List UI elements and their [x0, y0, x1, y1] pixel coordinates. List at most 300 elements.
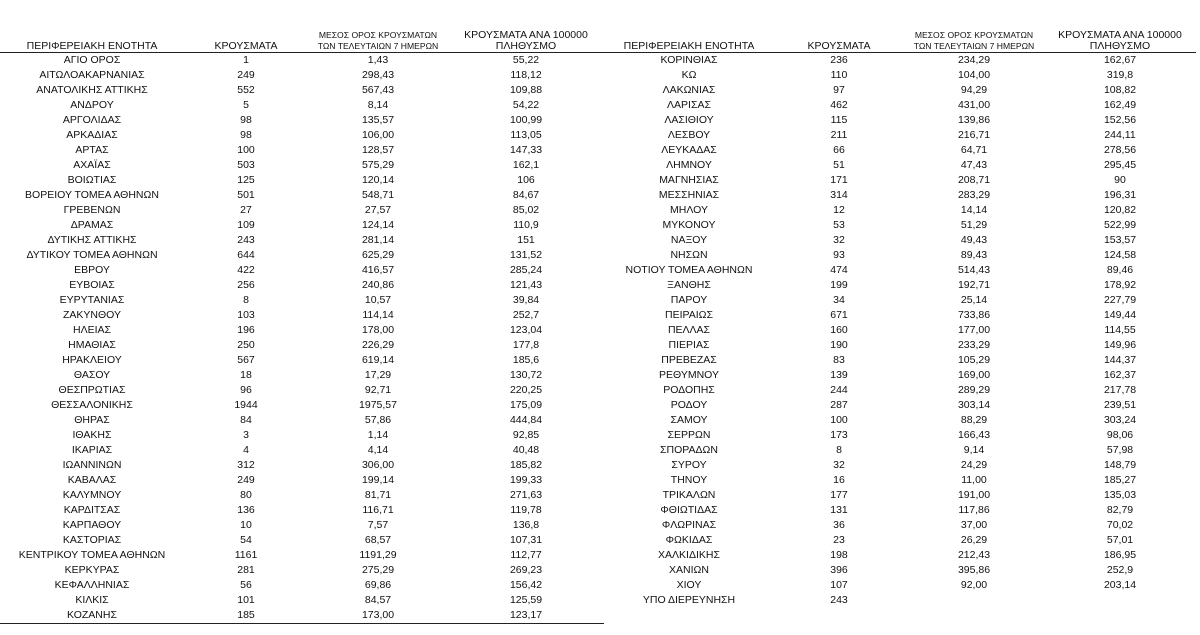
cases-cell: 18 [240, 368, 252, 381]
region-cell: ΘΕΣΣΑΛΟΝΙΚΗΣ [51, 398, 133, 411]
avg-7-days-cell: 139,86 [957, 113, 991, 126]
cases-cell: 100 [830, 413, 848, 426]
per-100k-cell: 125,59 [509, 593, 543, 606]
table-row [604, 98, 1196, 113]
cases-cell: 196 [237, 323, 255, 336]
per-100k-cell: 147,33 [509, 143, 543, 156]
table-row [0, 368, 604, 383]
region-cell: ΙΩΑΝΝΙΝΩΝ [62, 458, 122, 471]
table-row [0, 218, 604, 233]
avg-7-days-cell: 11,00 [961, 473, 987, 486]
per-100k-cell: 156,42 [509, 578, 543, 591]
region-cell: ΘΑΣΟΥ [73, 368, 111, 381]
per-100k-cell: 57,98 [1106, 443, 1134, 456]
left-table-panel [0, 0, 604, 624]
region-cell: ΕΒΡΟΥ [74, 263, 110, 276]
region-cell: ΑΡΚΑΔΙΑΣ [66, 128, 118, 141]
avg-7-days-cell: 94,29 [960, 83, 988, 96]
table-row [604, 353, 1196, 368]
avg-7-days-cell: 69,86 [364, 578, 392, 591]
region-cell: ΠΑΡΟΥ [670, 293, 708, 306]
cases-cell: 243 [830, 593, 848, 606]
cases-cell: 80 [240, 488, 252, 501]
table-row [604, 503, 1196, 518]
cases-cell: 125 [237, 173, 255, 186]
region-cell: ΚΑΣΤΟΡΙΑΣ [62, 533, 122, 546]
table-row [0, 188, 604, 203]
table-row [0, 458, 604, 473]
region-cell: ΠΕΙΡΑΙΩΣ [665, 308, 713, 321]
table-row [604, 548, 1196, 563]
per-100k-cell: 149,96 [1103, 338, 1137, 351]
per-100k-cell: 444,84 [509, 413, 543, 426]
per-100k-cell: 269,23 [509, 563, 543, 576]
per-100k-cell: 148,79 [1103, 458, 1137, 471]
table-row [604, 278, 1196, 293]
table-row [0, 143, 604, 158]
per-100k-cell: 178,92 [1103, 278, 1137, 291]
cases-cell: 83 [833, 353, 845, 366]
avg-7-days-cell: 240,86 [361, 278, 395, 291]
region-cell: ΛΑΚΩΝΙΑΣ [662, 83, 716, 96]
table-row [0, 518, 604, 533]
avg-7-days-cell: 17,29 [364, 368, 392, 381]
per-100k-cell: 120,82 [1103, 203, 1137, 216]
avg-7-days-cell: 49,43 [960, 233, 988, 246]
region-cell: ΚΕΝΤΡΙΚΟΥ ΤΟΜΕΑ ΑΘΗΝΩΝ [18, 548, 166, 561]
avg-7-days-cell: 208,71 [957, 173, 991, 186]
avg-7-days-cell: 416,57 [361, 263, 395, 276]
per-100k-cell: 271,63 [509, 488, 543, 501]
cases-cell: 100 [237, 143, 255, 156]
region-cell: ΑΙΤΩΛΟΑΚΑΡΝΑΝΙΑΣ [39, 68, 145, 81]
region-cell: ΜΕΣΣΗΝΙΑΣ [658, 188, 720, 201]
per-100k-cell: 118,12 [510, 68, 542, 81]
avg-7-days-cell: 212,43 [957, 548, 991, 561]
table-row [0, 428, 604, 443]
table-row [604, 563, 1196, 578]
table-row [604, 428, 1196, 443]
table-row [0, 503, 604, 518]
avg-7-days-cell: 178,00 [361, 323, 395, 336]
table-row [604, 143, 1196, 158]
per-100k-cell: 186,95 [1103, 548, 1137, 561]
cases-cell: 173 [830, 428, 848, 441]
header-region: ΠΕΡΙΦΕΡΕΙΑΚΗ ΕΝΟΤΗΤΑ [26, 39, 158, 52]
region-cell: ΛΕΣΒΟΥ [667, 128, 711, 141]
avg-7-days-cell: 114,14 [362, 308, 394, 321]
region-cell: ΖΑΚΥΝΘΟΥ [62, 308, 121, 321]
table-row [604, 458, 1196, 473]
table-row [604, 233, 1196, 248]
avg-7-days-cell: 281,14 [361, 233, 395, 246]
region-cell: ΛΑΡΙΣΑΣ [667, 98, 711, 111]
table-row [604, 113, 1196, 128]
region-cell: ΙΘΑΚΗΣ [72, 428, 112, 441]
avg-7-days-cell: 303,14 [957, 398, 991, 411]
table-row [0, 68, 604, 83]
region-cell: ΘΕΣΠΡΩΤΙΑΣ [58, 383, 126, 396]
table-row [604, 83, 1196, 98]
cases-cell: 54 [240, 533, 252, 546]
cases-table-right [604, 0, 1196, 608]
cases-cell: 23 [833, 533, 845, 546]
region-cell: ΔΡΑΜΑΣ [70, 218, 114, 231]
region-cell: ΣΥΡΟΥ [671, 458, 707, 471]
cases-cell: 98 [240, 128, 252, 141]
table-row [604, 473, 1196, 488]
avg-7-days-cell: 8,14 [367, 98, 389, 111]
cases-cell: 136 [237, 503, 255, 516]
region-cell: ΧΑΝΙΩΝ [669, 563, 709, 576]
table-row [0, 548, 604, 563]
per-100k-cell: 175,09 [509, 398, 543, 411]
region-cell: ΚΟΖΑΝΗΣ [67, 608, 117, 621]
cases-cell: 103 [237, 308, 255, 321]
cases-cell: 249 [237, 68, 255, 81]
avg-7-days-cell: 514,43 [957, 263, 991, 276]
cases-cell: 256 [237, 278, 255, 291]
region-cell: ΗΛΕΙΑΣ [72, 323, 111, 336]
region-cell: ΤΗΝΟΥ [670, 473, 708, 486]
table-row [0, 278, 604, 293]
cases-cell: 98 [240, 113, 252, 126]
avg-7-days-cell: 10,57 [364, 293, 392, 306]
table-row [0, 128, 604, 143]
table-row [604, 188, 1196, 203]
header-region: ΠΕΡΙΦΕΡΕΙΑΚΗ ΕΝΟΤΗΤΑ [623, 39, 755, 52]
cases-cell: 56 [240, 578, 252, 591]
cases-cell: 211 [830, 128, 848, 141]
per-100k-cell: 89,46 [1106, 263, 1134, 276]
table-row [0, 488, 604, 503]
avg-7-days-cell: 135,57 [361, 113, 395, 126]
table-row [604, 368, 1196, 383]
region-cell: ΑΡΤΑΣ [75, 143, 109, 156]
avg-7-days-cell: 81,71 [364, 488, 392, 501]
avg-7-days-cell: 57,86 [364, 413, 392, 426]
per-100k-cell: 57,01 [1106, 533, 1134, 546]
cases-cell: 1161 [234, 548, 258, 561]
cases-cell: 8 [836, 443, 842, 456]
per-100k-cell: 227,79 [1103, 293, 1137, 306]
per-100k-cell: 199,33 [509, 473, 543, 486]
cases-cell: 185 [237, 608, 255, 621]
table-row [0, 563, 604, 578]
table-row [0, 473, 604, 488]
cases-cell: 139 [830, 368, 848, 381]
region-cell: ΗΜΑΘΙΑΣ [68, 338, 116, 351]
avg-7-days-cell: 548,71 [361, 188, 395, 201]
region-cell: ΑΓΙΟ ΟΡΟΣ [63, 53, 121, 66]
cases-cell: 190 [830, 338, 848, 351]
cases-cell: 177 [830, 488, 848, 501]
table-row [0, 83, 604, 98]
per-100k-cell: 252,9 [1106, 563, 1134, 576]
per-100k-cell: 135,03 [1103, 488, 1137, 501]
region-cell: ΑΝΑΤΟΛΙΚΗΣ ΑΤΤΙΚΗΣ [36, 83, 148, 96]
cases-cell: 109 [237, 218, 255, 231]
region-cell: ΚΩ [681, 68, 697, 81]
avg-7-days-cell [904, 593, 1044, 608]
region-cell: ΝΑΞΟΥ [670, 233, 708, 246]
cases-cell: 314 [830, 188, 848, 201]
region-cell: ΒΟΡΕΙΟΥ ΤΟΜΕΑ ΑΘΗΝΩΝ [25, 188, 159, 201]
table-row [604, 443, 1196, 458]
table-row [604, 383, 1196, 398]
per-100k-cell: 153,57 [1103, 233, 1137, 246]
avg-7-days-cell: 192,71 [957, 278, 991, 291]
table-row [604, 593, 1196, 608]
avg-7-days-cell: 47,43 [960, 158, 988, 171]
cases-cell: 4 [243, 443, 249, 456]
cases-cell: 131 [830, 503, 848, 516]
avg-7-days-cell: 68,57 [364, 533, 392, 546]
region-cell: ΔΥΤΙΚΟΥ ΤΟΜΕΑ ΑΘΗΝΩΝ [26, 248, 158, 261]
cases-cell: 12 [833, 203, 845, 216]
table-row [0, 173, 604, 188]
avg-7-days-cell: 166,43 [957, 428, 991, 441]
region-cell: ΦΩΚΙΔΑΣ [665, 533, 713, 546]
per-100k-cell: 220,25 [509, 383, 543, 396]
table-row [604, 293, 1196, 308]
cases-cell: 101 [237, 593, 255, 606]
avg-7-days-cell: 567,43 [361, 83, 395, 96]
cases-cell: 644 [237, 248, 255, 261]
cases-cell: 462 [830, 98, 848, 111]
table-row [0, 158, 604, 173]
cases-cell: 474 [830, 263, 848, 276]
region-cell: ΔΥΤΙΚΗΣ ΑΤΤΙΚΗΣ [47, 233, 137, 246]
per-100k-cell: 123,17 [509, 608, 543, 621]
region-cell: ΕΥΒΟΙΑΣ [69, 278, 115, 291]
table-row [0, 98, 604, 113]
per-100k-cell: 131,52 [509, 248, 543, 261]
per-100k-cell: 39,84 [512, 293, 540, 306]
region-cell: ΕΥΡΥΤΑΝΙΑΣ [59, 293, 125, 306]
avg-7-days-cell: 64,71 [960, 143, 988, 156]
per-100k-cell: 54,22 [512, 98, 540, 111]
table-row [0, 413, 604, 428]
right-table-panel [604, 0, 1196, 608]
avg-7-days-cell: 24,29 [960, 458, 988, 471]
cases-cell: 244 [830, 383, 848, 396]
per-100k-cell: 319,8 [1106, 68, 1134, 81]
avg-7-days-cell: 298,43 [361, 68, 395, 81]
region-cell: ΒΟΙΩΤΙΑΣ [67, 173, 117, 186]
cases-cell: 115 [830, 113, 848, 126]
region-cell: ΣΑΜΟΥ [670, 413, 708, 426]
region-cell: ΤΡΙΚΑΛΩΝ [662, 488, 716, 501]
per-100k-cell: 119,78 [510, 503, 542, 516]
region-cell: ΘΗΡΑΣ [74, 413, 110, 426]
table-row [0, 443, 604, 458]
per-100k-cell [1044, 593, 1196, 608]
table-row [0, 52, 604, 68]
avg-7-days-cell: 120,14 [361, 173, 395, 186]
cases-cell: 422 [237, 263, 255, 276]
avg-7-days-cell: 1975,57 [359, 398, 397, 411]
cases-cell: 66 [833, 143, 845, 156]
cases-cell: 5 [243, 98, 249, 111]
cases-cell: 36 [833, 518, 845, 531]
cases-cell: 501 [237, 188, 255, 201]
cases-cell: 34 [833, 293, 845, 306]
cases-cell: 110 [830, 68, 848, 81]
region-cell: ΝΟΤΙΟΥ ΤΟΜΕΑ ΑΘΗΝΩΝ [625, 263, 753, 276]
table-row [604, 263, 1196, 278]
cases-cell: 3 [243, 428, 249, 441]
per-100k-cell: 185,27 [1103, 473, 1137, 486]
cases-cell: 8 [243, 293, 249, 306]
avg-7-days-cell: 117,86 [958, 503, 990, 516]
per-100k-cell: 114,55 [1104, 323, 1136, 336]
per-100k-cell: 107,31 [509, 533, 543, 546]
table-row [0, 203, 604, 218]
table-row [604, 533, 1196, 548]
per-100k-cell: 162,37 [1103, 368, 1137, 381]
region-cell: ΚΑΡΔΙΤΣΑΣ [63, 503, 121, 516]
per-100k-cell: 162,67 [1103, 53, 1137, 66]
region-cell: ΠΡΕΒΕΖΑΣ [661, 353, 717, 366]
cases-cell: 287 [830, 398, 848, 411]
avg-7-days-cell: 395,86 [957, 563, 991, 576]
per-100k-cell: 185,82 [509, 458, 543, 471]
header-row [604, 0, 1196, 52]
region-cell: ΑΧΑΪΑΣ [73, 158, 111, 171]
cases-cell: 160 [830, 323, 848, 336]
region-cell: ΧΑΛΚΙΔΙΚΗΣ [658, 548, 720, 561]
cases-cell: 249 [237, 473, 255, 486]
header-row [0, 0, 604, 52]
cases-cell: 16 [833, 473, 845, 486]
region-cell: ΜΑΓΝΗΣΙΑΣ [659, 173, 719, 186]
avg-7-days-cell: 289,29 [957, 383, 991, 396]
per-100k-cell: 217,78 [1103, 383, 1137, 396]
region-cell: ΚΑΒΑΛΑΣ [67, 473, 117, 486]
avg-7-days-cell: 1,43 [367, 53, 389, 66]
region-cell: ΑΝΔΡΟΥ [70, 98, 114, 111]
avg-7-days-cell: 431,00 [957, 98, 991, 111]
region-cell: ΝΗΣΩΝ [670, 248, 708, 261]
per-100k-cell: 40,48 [512, 443, 540, 456]
table-row [0, 353, 604, 368]
cases-cell: 198 [830, 548, 848, 561]
avg-7-days-cell: 26,29 [960, 533, 988, 546]
header-cases-per-100k: ΚΡΟΥΣΜΑΤΑ ΑΝΑ 100000 ΠΛΗΘΥΣΜΟ [1058, 28, 1182, 52]
per-100k-cell: 112,77 [510, 548, 542, 561]
avg-7-days-cell: 14,14 [960, 203, 988, 216]
table-row [0, 293, 604, 308]
per-100k-cell: 152,56 [1103, 113, 1137, 126]
cases-cell: 10 [240, 518, 252, 531]
region-cell: ΗΡΑΚΛΕΙΟΥ [62, 353, 122, 366]
avg-7-days-cell: 51,29 [960, 218, 988, 231]
table-row [604, 308, 1196, 323]
table-row [0, 323, 604, 338]
table-row [604, 52, 1196, 68]
table-row [604, 173, 1196, 188]
region-cell: ΡΟΔΟΥ [670, 398, 708, 411]
per-100k-cell: 239,51 [1103, 398, 1137, 411]
avg-7-days-cell: 128,57 [361, 143, 395, 156]
per-100k-cell: 295,45 [1103, 158, 1137, 171]
per-100k-cell: 92,85 [512, 428, 540, 441]
header-cases: ΚΡΟΥΣΜΑΤΑ [807, 39, 871, 52]
region-cell: ΡΕΘΥΜΝΟΥ [658, 368, 719, 381]
per-100k-cell: 151 [517, 233, 535, 246]
table-body-left [0, 52, 604, 623]
table-row [0, 533, 604, 548]
avg-7-days-cell: 283,29 [957, 188, 991, 201]
table-row [604, 218, 1196, 233]
table-row [0, 233, 604, 248]
avg-7-days-cell: 234,29 [957, 53, 991, 66]
header-avg-7-days: ΜΕΣΟΣ ΟΡΟΣ ΚΡΟΥΣΜΑΤΩΝ ΤΩΝ ΤΕΛΕΥΤΑΙΩΝ 7 ΗΜΕΡΩΝ [913, 29, 1035, 51]
region-cell: ΚΟΡΙΝΘΙΑΣ [660, 53, 718, 66]
avg-7-days-cell: 27,57 [364, 203, 392, 216]
avg-7-days-cell: 92,71 [364, 383, 392, 396]
cases-cell: 243 [237, 233, 255, 246]
avg-7-days-cell: 733,86 [957, 308, 991, 321]
table-row [604, 323, 1196, 338]
table-row [604, 518, 1196, 533]
avg-7-days-cell: 116,71 [362, 503, 394, 516]
table-row [0, 593, 604, 608]
table-row [0, 398, 604, 413]
avg-7-days-cell: 216,71 [957, 128, 991, 141]
table-row [604, 68, 1196, 83]
cases-cell: 27 [240, 203, 252, 216]
table-row [604, 158, 1196, 173]
avg-7-days-cell: 92,00 [960, 578, 988, 591]
cases-cell: 93 [833, 248, 845, 261]
per-100k-cell: 149,44 [1103, 308, 1137, 321]
per-100k-cell: 55,22 [512, 53, 540, 66]
cases-cell: 171 [830, 173, 848, 186]
per-100k-cell: 110,9 [513, 218, 539, 231]
region-cell: ΦΘΙΩΤΙΔΑΣ [660, 503, 718, 516]
cases-table-left [0, 0, 604, 624]
cases-cell: 96 [240, 383, 252, 396]
per-100k-cell: 82,79 [1106, 503, 1134, 516]
region-cell: ΜΗΛΟΥ [670, 203, 708, 216]
region-cell: ΚΕΡΚΥΡΑΣ [64, 563, 120, 576]
avg-7-days-cell: 88,29 [960, 413, 988, 426]
per-100k-cell: 522,99 [1103, 218, 1137, 231]
cases-cell: 671 [830, 308, 848, 321]
per-100k-cell: 90 [1114, 173, 1126, 186]
region-cell: ΛΑΣΙΘΙΟΥ [664, 113, 714, 126]
avg-7-days-cell: 191,00 [957, 488, 991, 501]
per-100k-cell: 121,43 [509, 278, 543, 291]
region-cell: ΚΑΡΠΑΘΟΥ [62, 518, 122, 531]
cases-cell: 552 [237, 83, 255, 96]
avg-7-days-cell: 89,43 [960, 248, 988, 261]
table-row [0, 263, 604, 278]
cases-cell: 312 [237, 458, 255, 471]
table-row [604, 488, 1196, 503]
table-row [0, 248, 604, 263]
region-cell: ΠΕΛΛΑΣ [667, 323, 711, 336]
region-cell: ΚΙΛΚΙΣ [75, 593, 109, 606]
avg-7-days-cell: 169,00 [957, 368, 991, 381]
region-cell: ΓΡΕΒΕΝΩΝ [63, 203, 121, 216]
avg-7-days-cell: 625,29 [361, 248, 395, 261]
cases-cell: 32 [833, 233, 845, 246]
region-cell: ΞΑΝΘΗΣ [667, 278, 711, 291]
table-row [604, 338, 1196, 353]
